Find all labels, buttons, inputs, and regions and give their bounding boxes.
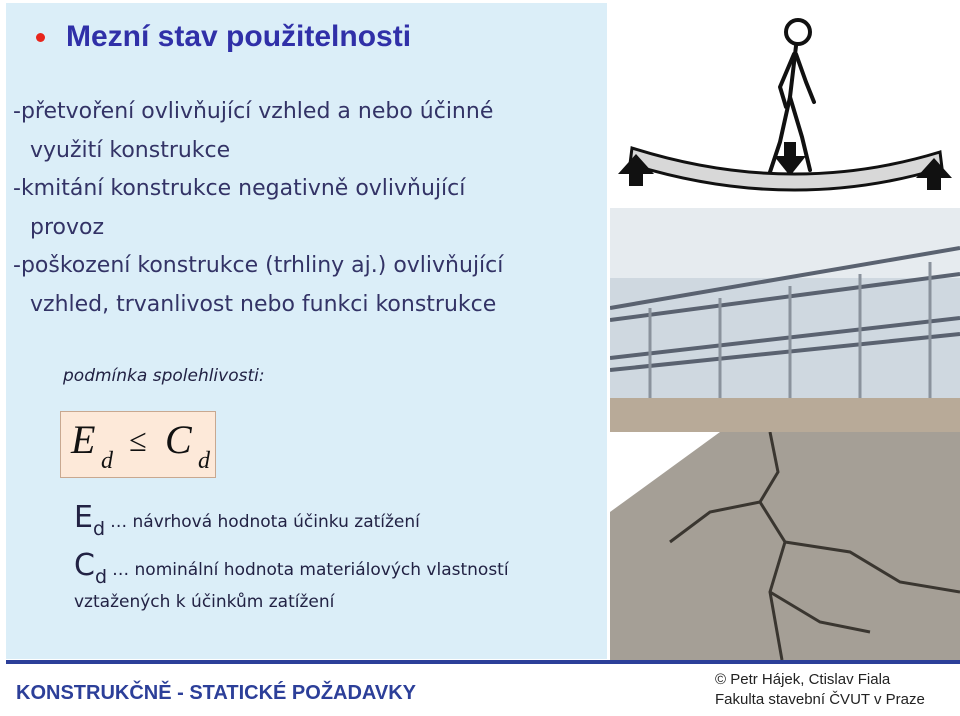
legend-item-ed: [74, 500, 420, 540]
footer-faculty: Fakulta stavební ČVUT v Praze: [715, 691, 925, 708]
formula-box: [60, 411, 216, 478]
title-row: [36, 20, 411, 54]
footer-section-title: KONSTRUKČNĚ - STATICKÉ POŽADAVKY: [16, 682, 416, 704]
footer-authors: © Petr Hájek, Ctislav Fiala: [715, 671, 891, 688]
legend-symbol: E: [74, 500, 93, 535]
legend-continuation: vztažených k účinkům zatížení: [74, 592, 335, 612]
legend-text: … nominální hodnota materiálových vlastností: [112, 560, 509, 580]
condition-label: podmínka spolehlivosti:: [63, 366, 265, 386]
description-lines: [13, 93, 503, 324]
line-6: vzhled, trvanlivost nebo funkci konstrukce: [30, 291, 497, 317]
page-title: Mezní stav použitelnosti: [66, 20, 412, 53]
line-3: -kmitání konstrukce negativně ovlivňující: [13, 176, 466, 201]
bullet-icon: [36, 33, 45, 42]
formula-op: ≤: [129, 422, 147, 458]
formula-right: C: [165, 417, 192, 462]
cracked-concrete-photo: [610, 432, 960, 660]
line-5: -poškození konstrukce (trhliny aj.) ovlivňující: [13, 253, 504, 278]
legend-text: … návrhová hodnota účinku zatížení: [110, 512, 420, 532]
steel-frame-photo: [610, 208, 960, 432]
legend-symbol: C: [74, 548, 95, 583]
legend-sub: d: [94, 566, 108, 588]
footer-credits: [715, 670, 925, 710]
line-2: využití konstrukce: [30, 137, 231, 163]
line-1: -přetvoření ovlivňující vzhled a nebo účinné: [13, 99, 494, 124]
legend-item-cd: [74, 548, 509, 588]
legend-sub: d: [92, 518, 106, 540]
formula-left: E: [71, 417, 96, 462]
line-4: provoz: [30, 214, 105, 240]
formula-right-sub: d: [198, 448, 210, 474]
beam-deflection-image: [610, 2, 960, 208]
formula-left-sub: d: [101, 448, 113, 474]
footer-divider: [6, 660, 960, 664]
